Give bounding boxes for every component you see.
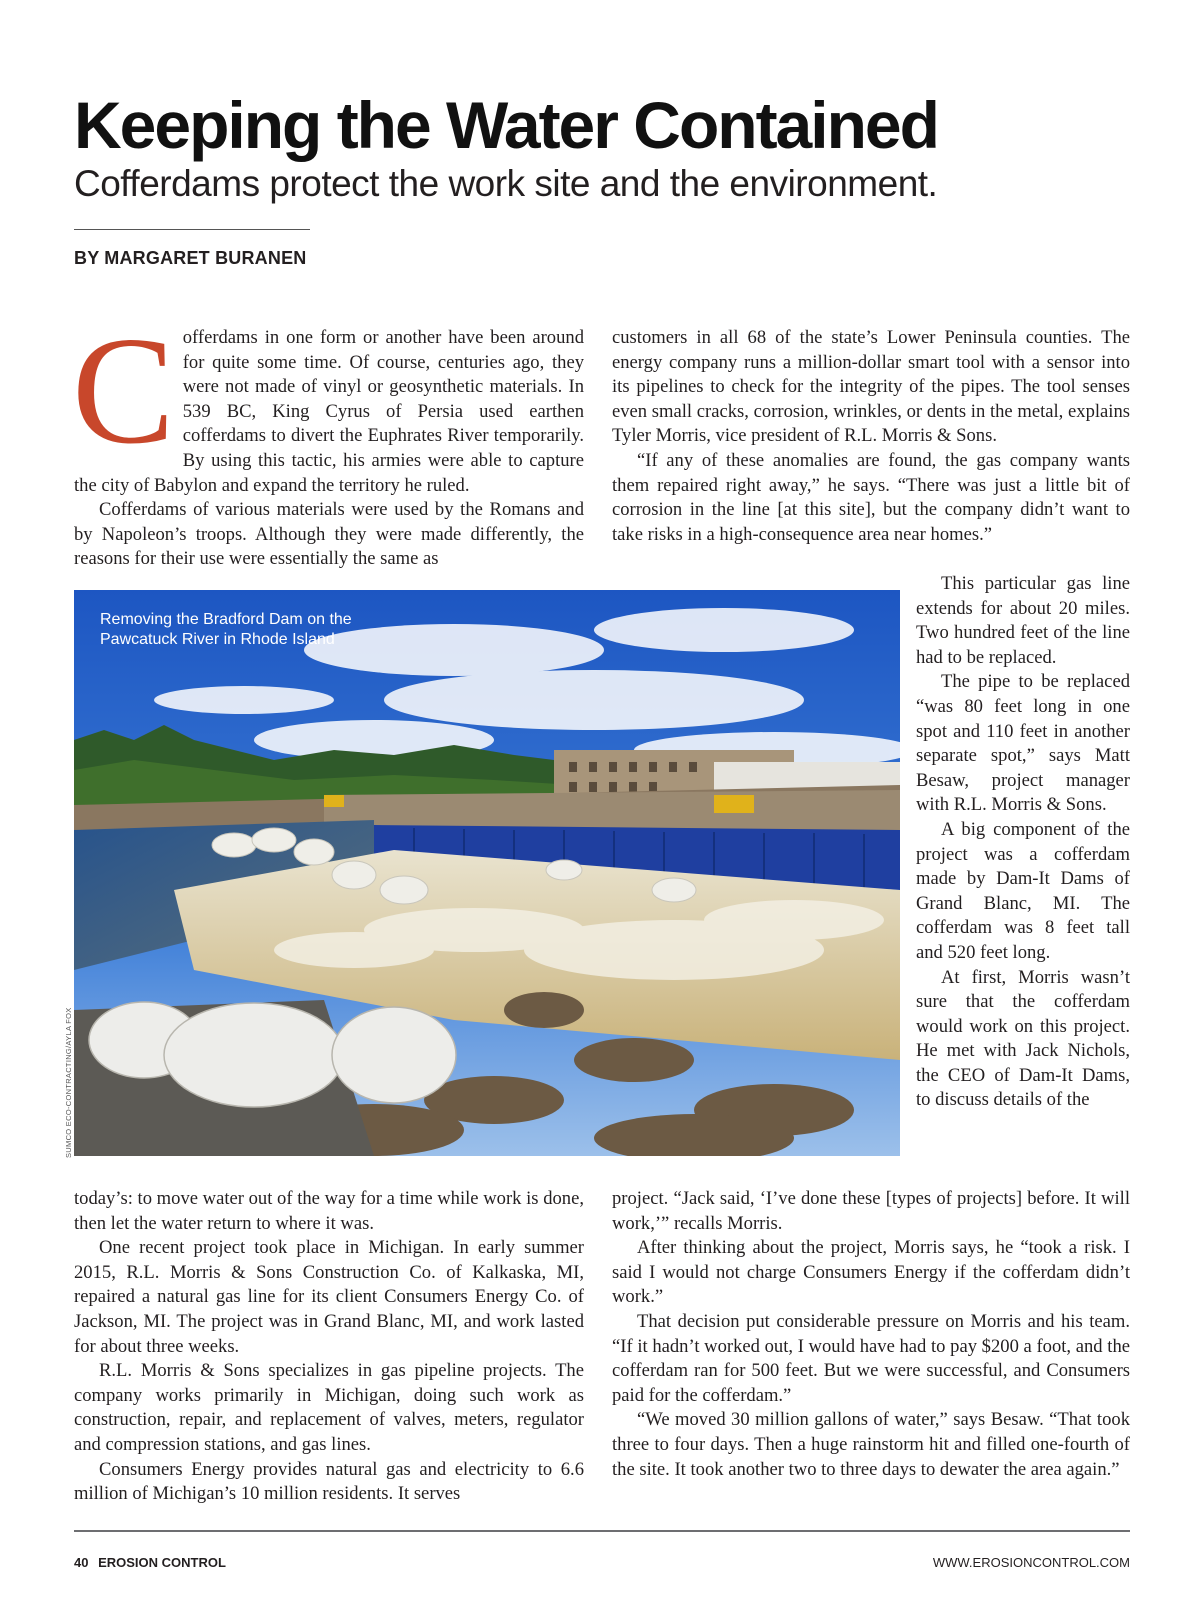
- paragraph-1-text: offerdams in one form or another have been around for quite some time. Of course, centuries ago, they were not made of vinyl or geosynthetic materials. In 539 BC, King Cyrus of Persia used earthen cofferdams to divert the Euphrates River temporarily. By using this tactic, his armies were able to capture the city of Babylon and expand the territory he ruled.: [74, 327, 584, 496]
- page-footer: [74, 1555, 226, 1570]
- paragraph-7: A big component of the project was a cofferdam made by Dam-It Dams of Grand Blanc, MI. The cofferdam was 8 feet tall and 520 feet long.: [916, 818, 1130, 963]
- article-photo: [74, 590, 900, 1156]
- title-divider: [74, 229, 310, 230]
- column-1-bottom: [74, 1187, 584, 1507]
- paragraph-3: customers in all 68 of the state’s Lower Peninsula counties. The energy company runs a million-dollar smart tool with a sensor into its pipelines to check for the integrity of the pipes. The tool senses even small cracks, corrosion, wrinkles, or dents in the metal, explains Tyler Morris, vice president of R.L. Morris & Sons.: [612, 327, 1130, 447]
- paragraph-15: That decision put considerable pressure on Morris and his team. “If it hadn’t worked out, I would have had to pay $200 a foot, and the cofferdam ran for 500 feet. But we were successful, and Consumers paid for the cofferdam.”: [612, 1310, 1130, 1406]
- page-title: Keeping the Water Contained: [74, 88, 938, 162]
- page-subtitle: Cofferdams protect the work site and the environment.: [74, 163, 938, 204]
- paragraph-8: At first, Morris wasn’t sure that the cofferdam would work on this project. He met with Jack Nichols, the CEO of Dam-It Dams, to discuss details of the: [916, 966, 1130, 1111]
- photo-credit: SUMCO ECO-CONTRACTING/AYLA FOX: [64, 1007, 73, 1158]
- footer-divider: [74, 1530, 1130, 1532]
- paragraph-10: One recent project took place in Michigan. In early summer 2015, R.L. Morris & Sons Construction Co. of Kalkaska, MI, repaired a natural gas line for its client Consumers Energy Co. of Jackson, MI. The project was in Grand Blanc, MI, and work lasted for about three weeks.: [74, 1237, 584, 1357]
- paragraph-5: This particular gas line extends for about 20 miles. Two hundred feet of the line had to be replaced.: [916, 573, 1130, 668]
- paragraph-13: project. “Jack said, ‘I’ve done these [types of projects] before. It will work,’” recalls Morris.: [612, 1188, 1130, 1234]
- paragraph-6: The pipe to be replaced “was 80 feet long in one spot and 110 feet in another separate spot,” says Matt Besaw, project manager with R.L. Morris & Sons.: [916, 671, 1130, 816]
- column-2-bottom: [612, 1187, 1130, 1482]
- paragraph-14: After thinking about the project, Morris says, he “took a risk. I said I would not charge Consumers Energy if the cofferdam didn’t work.”: [612, 1237, 1130, 1308]
- website-url: WWW.EROSIONCONTROL.COM: [932, 1555, 1130, 1570]
- byline: BY MARGARET BURANEN: [74, 248, 307, 268]
- paragraph-16: “We moved 30 million gallons of water,” says Besaw. “That took three to four days. Then a huge rainstorm hit and filled one-fourth of the site. It took another two to three days to dewater the area again.”: [612, 1409, 1130, 1480]
- photo-caption: Removing the Bradford Dam on the Pawcatuck River in Rhode Island: [100, 611, 352, 648]
- magazine-name: EROSION CONTROL: [98, 1555, 226, 1570]
- paragraph-11: R.L. Morris & Sons specializes in gas pipeline projects. The company works primarily in Michigan, doing such work as construction, repair, and replacement of valves, meters, regulator and compression stations, and gas lines.: [74, 1360, 584, 1455]
- column-1-top: [72, 306, 584, 572]
- paragraph-1: [72, 306, 584, 498]
- dam-removal-photo: [74, 590, 900, 1156]
- paragraph-2: Cofferdams of various materials were used by the Romans and by Napoleon’s troops. Although they were made differently, the reasons for their use were essentially the same as: [74, 499, 584, 570]
- page-number: 40: [74, 1555, 89, 1570]
- drop-cap: C: [72, 306, 175, 476]
- paragraph-4: “If any of these anomalies are found, the gas company wants them repaired right away,” he says. “There was just a little bit of corrosion in the line [at this site], but the company didn’t want to take risks in a high-consequence area near homes.”: [612, 449, 1130, 545]
- paragraph-12: Consumers Energy provides natural gas and electricity to 6.6 million of Michigan’s 10 million residents. It serves: [74, 1458, 584, 1505]
- column-2-top: [612, 326, 1130, 547]
- side-column: [916, 572, 1130, 1113]
- paragraph-9: today’s: to move water out of the way for a time while work is done, then let the water return to where it was.: [74, 1188, 584, 1234]
